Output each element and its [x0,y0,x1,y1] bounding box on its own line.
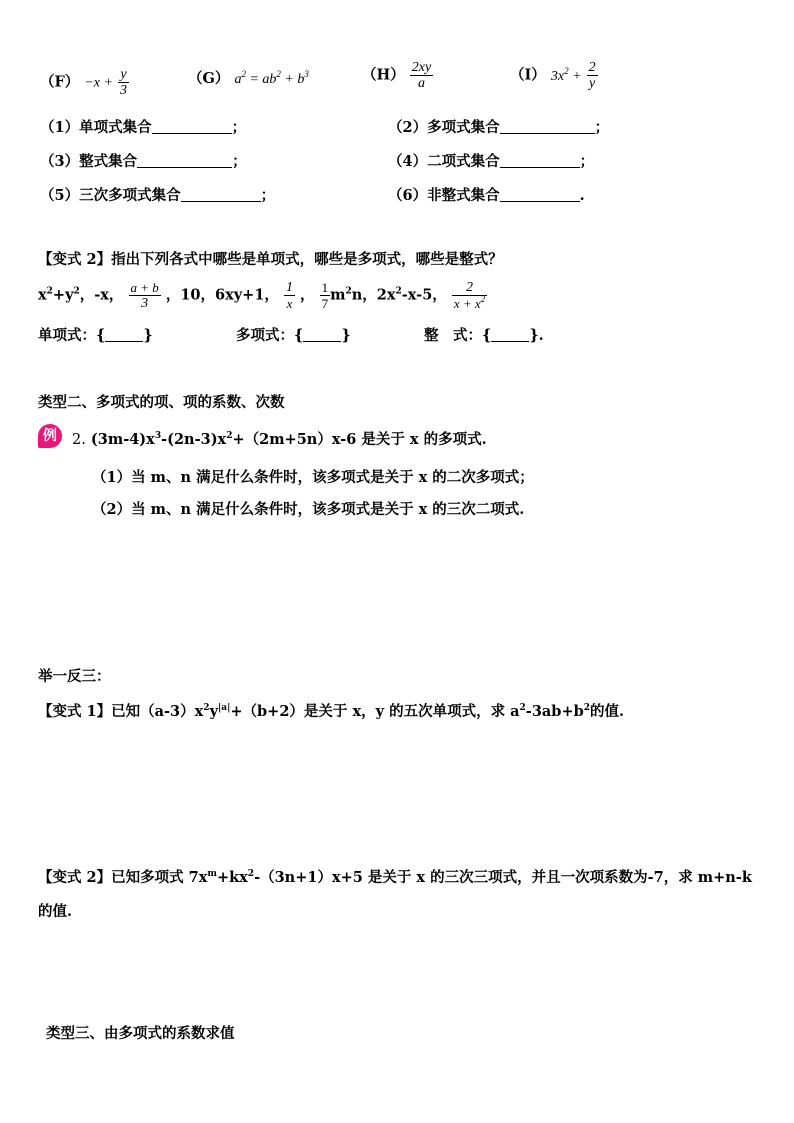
option-i: （I） $3x^2$ + $\frac{2}{y}$ [510,60,596,91]
option-h: （H） $\frac{2xy}{a}$ [362,60,432,91]
type-3-heading: 类型三、由多项式的系数求值 [46,1025,235,1042]
answer-blank[interactable] [105,329,143,342]
option-g: （G） $a^2 = ab^2 + b^3$ [188,69,309,87]
polynomial-answer: 多项式：{ } [236,327,351,344]
question-2: （2）多项式集合 ； [388,119,610,136]
variant-2-polynomial-line-2: 的值. [38,903,73,920]
question-6: （6）非整式集合 . [388,187,585,204]
variant-2-polynomial: 【变式 2】已知多项式 $7x^m+kx^2-(3n+1)x+5$ 是关于 x 的三次三项式，并且一次项系数为-7，求 m+n-k [38,869,752,886]
practice-heading: 举一反三： [38,668,111,685]
monomial-answer: 单项式：{ } [38,327,153,344]
question-3: （3）整式集合 ； [40,153,247,170]
answer-blank[interactable] [491,329,529,342]
variant-2-title: 【变式 2】指出下列各式中哪些是单项式，哪些是多项式，哪些是整式？ [38,251,503,268]
example-2: 2. $(3m-4)x^3-(2n-3)x^2+(2m+5n)x-6$ 是关于 x 的多项式. [72,431,487,448]
option-f: （F） −x + $\frac{y}{3}$ [40,67,128,98]
variant-1: 【变式 1】已知$(a-3)x^2y^{|a|}+(b+2)$是关于 x，y 的五次单项式，求 $a^2-3ab+b^2$的值. [38,703,625,720]
answer-blank[interactable] [500,155,580,168]
question-1: （1）单项式集合 ； [40,119,247,136]
question-5: （5）三次多项式集合 ； [40,187,276,204]
example-2-question-1: （1）当 m、n 满足什么条件时，该多项式是关于 x 的二次多项式； [92,469,534,486]
example-badge: 例 [38,424,62,448]
example-2-question-2: （2）当 m、n 满足什么条件时，该多项式是关于 x 的三次二项式. [92,501,525,518]
answer-blank[interactable] [303,329,341,342]
answer-blank[interactable] [181,189,261,202]
answer-blank[interactable] [500,189,580,202]
type-2-heading: 类型二、多项式的项、项的系数、次数 [38,394,285,411]
answer-blank[interactable] [152,121,232,134]
answer-blank[interactable] [500,121,595,134]
integral-answer: 整 式：{ }. [424,327,544,344]
answer-blank[interactable] [137,155,232,168]
variant-2-expressions: $x^2+y^2$，-x， $\frac{a + b}{3}$ ，10，6xy+1， $\frac{1}{x}$ ， $\frac{1}{7}$ $m^2n$，$2x^2-x-5$， $\frac{2}{x + x^2}$ [38,280,486,311]
question-4: （4）二项式集合 ； [388,153,595,170]
